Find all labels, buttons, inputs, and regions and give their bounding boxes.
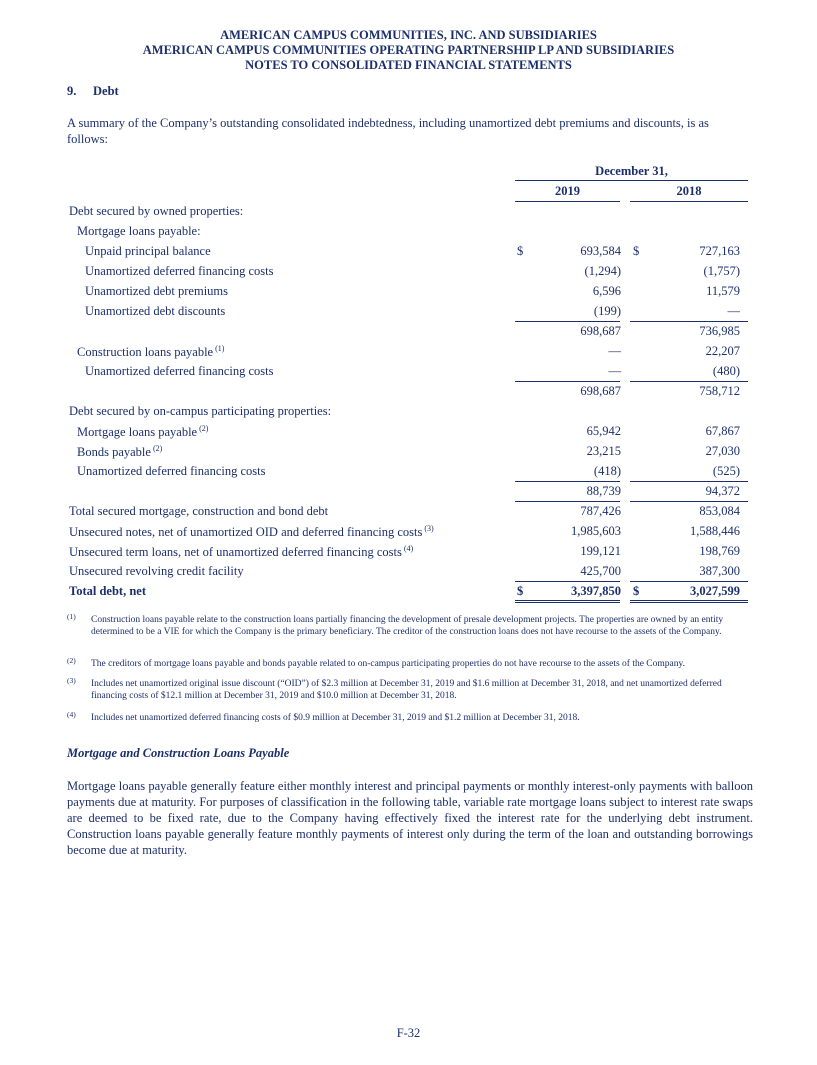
row-label — [69, 524, 434, 540]
subtotal-rule — [515, 501, 620, 502]
table-row — [0, 404, 817, 424]
value-2019: 425,700 — [580, 564, 621, 578]
value-2019: 698,687 — [580, 324, 621, 338]
value-2018: 22,207 — [705, 344, 740, 358]
value-2018: 727,163 — [699, 244, 740, 258]
footnote — [67, 658, 753, 670]
subtotal-rule — [630, 481, 748, 482]
value-2019: 199,121 — [580, 544, 621, 558]
header-rule — [515, 180, 748, 181]
currency-symbol: $ — [517, 584, 524, 598]
footnote-text: Includes net unamortized deferred financing costs of $0.9 million at December 31, 2019 and $1.2 million at December 31, 2018. — [91, 713, 580, 723]
column-header-2018: 2018 — [676, 184, 702, 198]
row-label: Unamortized deferred financing costs — [77, 464, 266, 478]
footnote-mark: (1) — [67, 612, 76, 621]
subtotal-rule — [515, 481, 620, 482]
row-label-text: Construction loans payable — [77, 345, 214, 359]
row-label: Total debt, net — [69, 584, 146, 598]
row-label: Total secured mortgage, construction and bond debt — [69, 504, 329, 518]
footnote-ref: (4) — [403, 544, 414, 553]
subtotal-rule — [630, 501, 748, 502]
value-2018: 853,084 — [699, 504, 740, 518]
row-label: Unamortized debt premiums — [85, 284, 229, 298]
table-row — [0, 384, 817, 404]
subtotal-rule — [515, 321, 620, 322]
value-2018: 3,027,599 — [690, 584, 740, 598]
table-row — [0, 544, 817, 564]
table-row — [0, 324, 817, 344]
page-number: F-32 — [396, 1026, 421, 1040]
value-2018: 1,588,446 — [690, 524, 740, 538]
value-2019: 693,584 — [580, 244, 621, 258]
footnote-text: Construction loans payable relate to the construction loans partially financing the development of presale development projects. The properties are owned by an entity determined to be a VIE for which the Company is the primary beneficiary. The creditor of the construction loans does not have recourse to the assets of the Company. — [91, 615, 724, 637]
footnote-ref: (1) — [215, 344, 225, 353]
body-paragraph: Mortgage loans payable generally feature either monthly interest and principal payments or monthly interest-only payments with balloon payments due at maturity. For purposes of classification in the following table, variable rate mortgage loans subject to interest rate swaps are deemed to be fixed rate, due to the Company having effectively fixed the interest rate for the underlying debt instrument. Construction loans payable generally feature monthly payments of interest only during the term of the loan and outstanding borrowings become due at maturity. — [67, 779, 753, 857]
footnote-ref: (3) — [424, 524, 434, 533]
section-title: Debt — [93, 84, 119, 98]
value-2018: 27,030 — [705, 444, 740, 458]
subsection-heading: Mortgage and Construction Loans Payable — [67, 746, 290, 760]
currency-symbol: $ — [633, 584, 640, 598]
footnote-text: The creditors of mortgage loans payable and bonds payable related to on-campus participating properties do not have recourse to the assets of the Company. — [91, 659, 686, 669]
table-row — [0, 504, 817, 524]
row-label: Unamortized deferred financing costs — [85, 264, 274, 278]
row-label — [77, 344, 224, 360]
row-label — [77, 424, 208, 440]
value-2018: — — [727, 304, 740, 318]
value-2019: 88,739 — [586, 484, 621, 498]
value-2018: 67,867 — [705, 424, 740, 438]
footnote-mark: (4) — [67, 710, 76, 719]
footnote-ref: (2) — [152, 444, 163, 453]
subtotal-rule — [515, 381, 620, 382]
row-label: Unpaid principal balance — [85, 244, 211, 258]
section-heading — [67, 84, 119, 99]
document-header — [0, 28, 817, 73]
row-label-text: Unsecured term loans, net of unamortized deferred financing costs — [69, 545, 402, 559]
table-row — [0, 264, 817, 284]
value-2018: 11,579 — [706, 284, 740, 298]
table-row — [0, 244, 817, 264]
currency-symbol: $ — [517, 244, 524, 258]
total-rule — [515, 581, 620, 582]
value-2018: (525) — [712, 464, 740, 478]
row-label: Debt secured by owned properties: — [69, 204, 244, 218]
section-number: 9. — [67, 84, 77, 98]
currency-symbol: $ — [633, 244, 640, 258]
value-2019: (418) — [593, 464, 621, 478]
row-label-text: Mortgage loans payable — [77, 425, 198, 439]
value-2018: 758,712 — [699, 384, 740, 398]
value-2019: 3,397,850 — [571, 584, 621, 598]
table-row — [0, 344, 817, 364]
footnote — [67, 614, 753, 638]
table-row — [0, 284, 817, 304]
table-row — [0, 204, 817, 224]
footnote-mark: (2) — [67, 656, 76, 665]
value-2019: (1,294) — [584, 264, 621, 278]
column-header-2019: 2019 — [555, 184, 580, 198]
value-2019: 698,687 — [580, 384, 621, 398]
value-2019: (199) — [593, 304, 621, 318]
value-2019: 1,985,603 — [571, 524, 621, 538]
footnote-mark: (3) — [67, 676, 76, 685]
header-line-3: NOTES TO CONSOLIDATED FINANCIAL STATEMENTS — [245, 58, 572, 72]
header-line-2: AMERICAN CAMPUS COMMUNITIES OPERATING PARTNERSHIP LP AND SUBSIDIARIES — [142, 43, 675, 57]
row-label: Unsecured revolving credit facility — [69, 564, 244, 578]
row-label: Mortgage loans payable: — [77, 224, 201, 238]
value-2018: 198,769 — [699, 544, 740, 558]
table-row — [0, 424, 817, 444]
footnote — [67, 678, 753, 702]
footnote-ref: (2) — [199, 424, 209, 433]
row-label-text: Bonds payable — [77, 445, 151, 459]
column-rule-2019 — [515, 201, 620, 202]
period-header: December 31, — [595, 164, 668, 178]
footnote — [67, 712, 753, 724]
value-2019: 6,596 — [592, 284, 621, 298]
value-2018: (1,757) — [703, 264, 740, 278]
value-2019: — — [608, 344, 621, 358]
total-double-rule — [515, 600, 620, 603]
row-label-text: Unsecured notes, net of unamortized OID and deferred financing costs — [69, 525, 423, 539]
header-line-1: AMERICAN CAMPUS COMMUNITIES, INC. AND SUBSIDIARIES — [220, 28, 597, 42]
row-label — [77, 444, 162, 460]
table-row — [0, 524, 817, 544]
table-row — [0, 444, 817, 464]
intro-paragraph: A summary of the Company’s outstanding consolidated indebtedness, including unamortized debt premiums and discounts, is as follows: — [67, 116, 709, 146]
total-double-rule — [630, 600, 748, 603]
value-2018: 387,300 — [699, 564, 740, 578]
value-2018: (480) — [712, 364, 740, 378]
value-2018: 94,372 — [705, 484, 740, 498]
row-label: Debt secured by on-campus participating properties: — [69, 404, 332, 418]
total-rule — [630, 581, 748, 582]
value-2019: 787,426 — [580, 504, 621, 518]
table-row — [0, 224, 817, 244]
value-2019: 23,215 — [586, 444, 621, 458]
row-label: Unamortized debt discounts — [85, 304, 226, 318]
subtotal-rule — [630, 381, 748, 382]
row-label: Unamortized deferred financing costs — [85, 364, 274, 378]
value-2018: 736,985 — [699, 324, 740, 338]
value-2019: 65,942 — [586, 424, 621, 438]
subtotal-rule — [630, 321, 748, 322]
column-rule-2018 — [630, 201, 748, 202]
row-label — [69, 544, 413, 560]
value-2019: — — [608, 364, 621, 378]
footnote-text: Includes net unamortized original issue discount (“OID”) of $2.3 million at December 31, 2019 and $1.6 million at December 31, 2018, and net unamortized deferred financing costs of $12.1 million at December 31, 2019 and $10.0 million at December 31, 2018. — [91, 679, 722, 701]
